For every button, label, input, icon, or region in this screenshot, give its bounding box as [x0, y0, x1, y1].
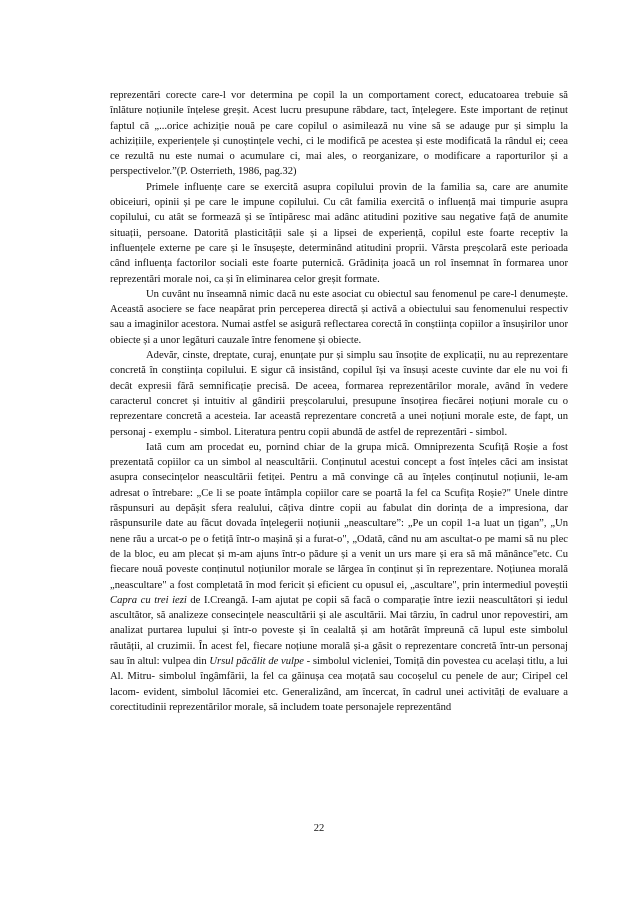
book-title: Capra cu trei iezi — [110, 594, 187, 606]
paragraph — [110, 348, 568, 440]
paragraph-text: Un cuvânt nu înseamnă nimic dacă nu este asociat cu obiectul sau fenomenul pe care-l denumește. Această asociere se face neapărat prin perceperea directă și activă a obiectului sau fenomenului respectiv sau a imaginilor acestora. Numai astfel se asigură reflectarea corectă în conștiința copiilor a însușirilor unor obiecte și a unor legături cauzale între fenomene și obiecte. — [110, 288, 568, 346]
page-number: 22 — [313, 823, 325, 834]
paragraph — [110, 180, 568, 287]
paragraph — [110, 88, 568, 180]
paragraph-text: - simbolul vicleniei, Tomiță din povestea cu același titlu, a lui Al. Mitru- simbolul îngâmfării, la fel ca găinușa cea moțată sau cocoșelul cu penele de aur; Ciripel cel lacom- evident, simbolul lăcomiei etc. Generalizând, am încercat, în cadrul unei activități de evaluare a corectitudinii reprezentărilor morale, să includem toate personajele reprezentând — [110, 655, 568, 713]
book-title: Ursul păcălit de vulpe — [209, 655, 304, 667]
paragraph-text: Iată cum am procedat eu, pornind chiar de la grupa mică. Omniprezenta Scufiță Roșie a fost prezentată copiilor ca un simbol al neascultării. Conținutul acestui concept a fost înțeles căci am insistat asupra consecințelor neascultării fetiței. Pentru a mă convinge că au înțeles conținutul noțiunii, le-am adresat o întrebare: „Ce li se poate întâmpla copiilor care se poartă la fel ca Scufița Roșie?" Unele dintre răspunsuri au depășit sfera realului, câțiva dintre copii au fabulat din dorința de a impresiona, dar răspunsurile date au făcut dovada înțelegerii noțiunii „neascultare”: „Pe un copil 1-a luat un țigan”, „Un nene rău a urcat-o pe o fetiță într-o mașină și a furat-o", „Odată, când nu am ascultat-o pe mami să nu plec de la bloc, eu am plecat și m-am ajuns într-o pădure și a venit un urs mare și era să mă mănânce"etc. Cu fiecare nouă poveste conținutul noțiunilor morale se lărgea în conținut și în reprezentare. Noțiunea morală „neascultare" a fost completată în mod fericit și eficient cu opusul ei, „ascultare", prin intermediul poveștii — [110, 441, 568, 591]
paragraph-text: reprezentări corecte care-l vor determina pe copil la un comportament corect, educatoarea trebuie să înlăture noțiunile înțelese greșit. Acest lucru presupune răbdare, tact, înțelegere. Este important de reținut faptul că „...orice achiziție nouă pe care copilul o asimilează nu vine să se adauge pur și simplu la achizițiile, experiențele și cunoștințele vechi, ci le modifică pe acestea și este modificată la rândul ei; ceea ce rezultă nu este numai o acumulare ci, mai ales, o reorganizare, o modificare a raporturilor și a perspectivelor.”(P. Osterrieth, 1986, pag.32) — [110, 90, 568, 178]
paragraph — [110, 287, 568, 348]
paragraph-text: de I.Creangă. I-am ajutat pe copii să facă o comparație între iezii neascultători și iedul ascultător, să analizeze consecințele neascultării și ale ascultării. Mai târziu, în cadrul unor repovestiri, am analizat purtarea lupului și într-o poveste și în cealaltă și am hotărât împreună că lupul este simbolul răutății, al cruzimii. În acest fel, fiecare noțiune morală și-a găsit o reprezentare concretă într-un personaj sau în altul: vulpea din — [110, 594, 568, 667]
document-body — [110, 88, 568, 715]
paragraph — [110, 440, 568, 715]
paragraph-text: Primele influențe care se exercită asupra copilului provin de la familia sa, care are anumite obiceiuri, opinii și pe care le impune copilului. Cu cât familia exercită o influență mai timpurie asupra copilului, cu atât se formează și se întipăresc mai adânc atitudini pozitive sau negative față de anumite situații, persoane. Datorită plasticității sale și a lipsei de experiență, copilul este foarte receptiv la influențele externe pe care și le însușește, determinând atitudini proprii. Vârsta preșcolară este perioada când influența factorilor sociali este foarte puternică. Grădinița joacă un rol însemnat în formarea unor reprezentări morale noi, ca și în eliminarea celor greșit formate. — [110, 181, 568, 285]
paragraph-text: Adevăr, cinste, dreptate, curaj, enunțate pur și simplu sau însoțite de explicații, nu au reprezentare concretă în conștiința copilului. E sigur că insistând, copilul își va însuși aceste cuvinte dar ele nu voi fi decât expresii fără semnificație precisă. De aceea, formarea reprezentărilor morale, având în vedere caracterul concret și intuitiv al gândirii preșcolarului, presupune însoțirea fiecărei noțiuni morale cu o reprezentare concretă a acesteia. Iar această reprezentare concretă a unei noțiuni morale este, de fapt, un personaj - exemplu - simbol. Literatura pentru copii abundă de astfel de reprezentări - simbol. — [110, 350, 568, 438]
